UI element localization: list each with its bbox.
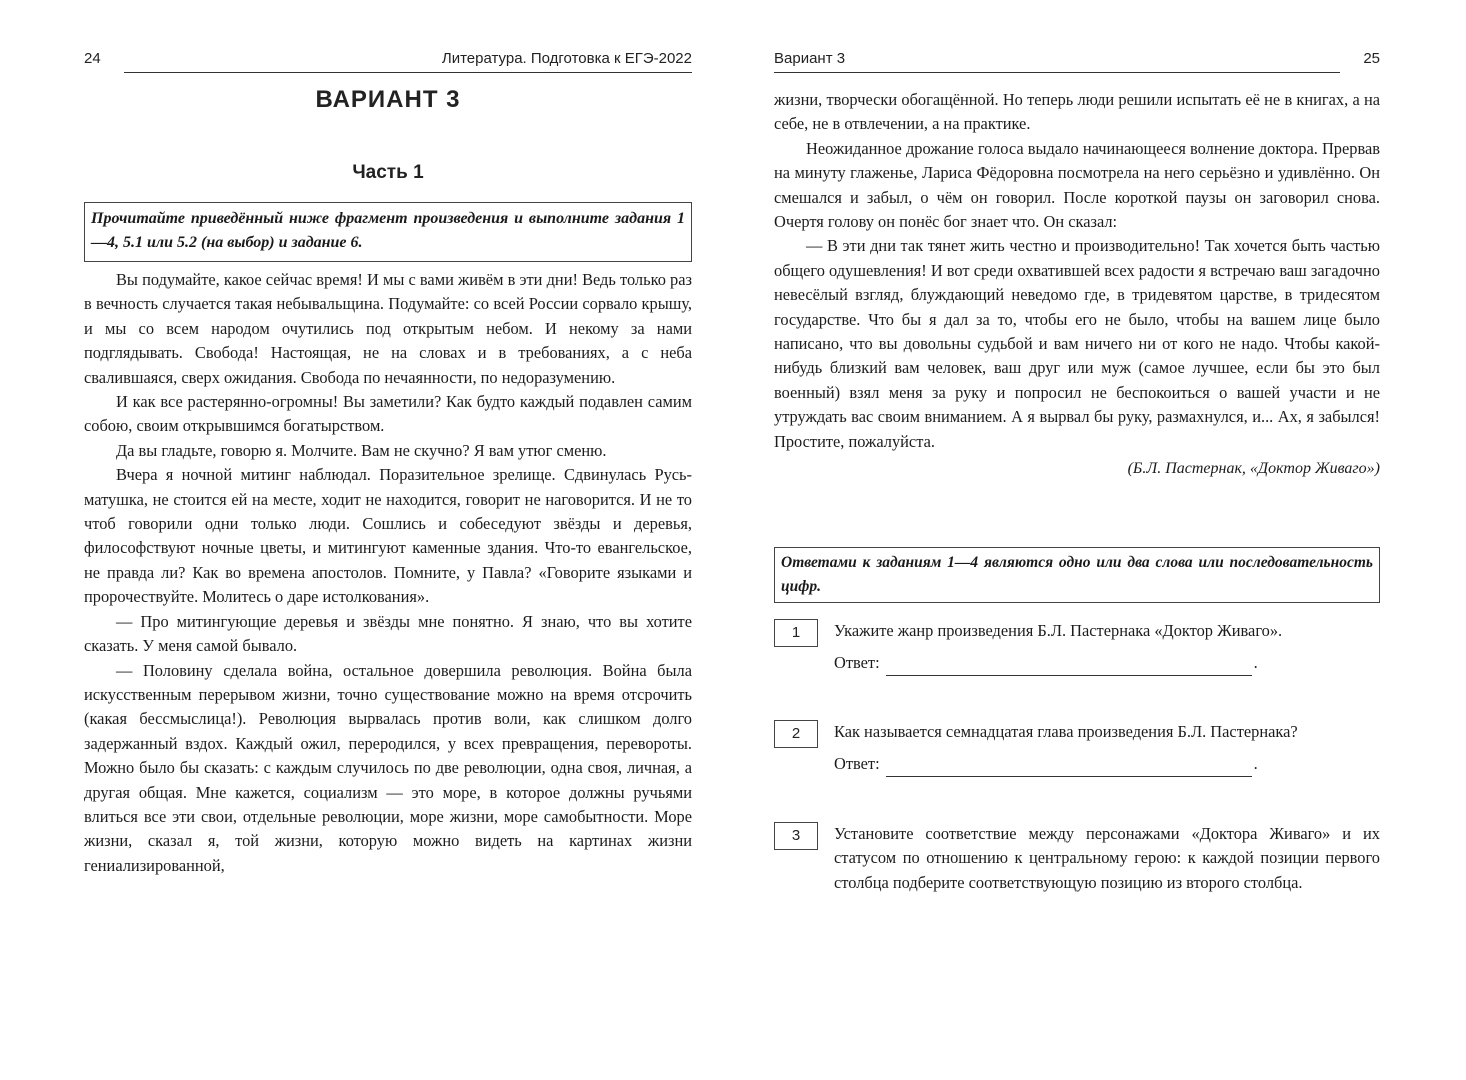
paragraph: — Половину сделала война, остальное довершила революция. Война была искусственным перерывом жизни, точно существование можно на время отсрочить (какая бессмыслица!). Революция вырвалась против воли, как слишком долго задержанный вздох. Каждый ожил, переродился, у всех превращения, перевороты. Можно было бы сказать: с каждым случилось по две революции, одна своя, личная, а другая общая. Мне кажется, социализм — это море, в которое должны ручьями влиться все эти свои, отдельные революции, море жизни, море самобытности. Море жизни, сказал я, той жизни, которую можно видеть на картинах жизни гениализированной, xyxy=(84,660,692,875)
instruction-box: Прочитайте приведённый ниже фрагмент произведения и выполните задания 1—4, 5.1 или 5.2 (на выбор) и задание 6. xyxy=(84,202,692,262)
paragraph: Да вы гладьте, говорю я. Молчите. Вам не скучно? Я вам утюг сменю. xyxy=(116,440,607,460)
right-running-title: Вариант 3 xyxy=(774,50,846,67)
paragraph: — Про митингующие деревья и звёзды мне понятно. Я знаю, что вы хотите сказать. У меня самой бывало. xyxy=(84,611,692,656)
answer-label: Ответ: xyxy=(834,653,880,673)
answers-note-box: Ответами к заданиям 1—4 являются одно или два слова или последовательность цифр. xyxy=(774,547,1380,603)
answer-field[interactable] xyxy=(886,657,1252,676)
left-text xyxy=(84,268,692,878)
paragraph: Вчера я ночной митинг наблюдал. Поразительное зрелище. Сдвинулась Русь-матушка, не стоится ей на месте, ходит не находится, говорит не наговорится. И не то чтоб говорили одни только люди. Сошлись и собеседуют звёзды и деревья, философствуют ночные цветы, и митингуют каменные здания. Что-то евангельское, не правда ли? Как во времена апостолов. Помните, у Павла? «Говорите языками и пророчествуйте. Молитесь о даре истолкования». xyxy=(84,465,692,607)
task-number-badge: 2 xyxy=(774,720,818,748)
left-page xyxy=(84,0,692,1080)
paragraph: Вы подумайте, какое сейчас время! И мы с вами живём в эти дни! Ведь только раз в вечность случается такая небывальщина. Подумайте: со всей России сорвало крышу, и мы со всем народом очутились под открытым небом. И некому за нами подглядывать. Свобода! Настоящая, не на словах и в требованиях, а с неба свалившаяся, сверх ожидания. Свобода по нечаянности, по недоразумению. xyxy=(84,270,692,387)
answer-label: Ответ: xyxy=(834,754,880,774)
answer-line xyxy=(834,752,1380,776)
answer-field[interactable] xyxy=(886,758,1252,777)
paragraph: жизни, творчески обогащённой. Но теперь люди решили испытать её не в книгах, а на себе, не в отвлечении, а на практике. xyxy=(774,90,1380,134)
task-text xyxy=(834,619,1380,676)
left-header-rule xyxy=(124,72,692,73)
task-number-badge: 3 xyxy=(774,822,818,850)
paragraph: Неожиданное дрожание голоса выдало начинающееся волнение доктора. Прервав на минуту глаженье, Лариса Фёдоровна посмотрела на него серьёзно и удивлённо. Он смешался и забыл, о чём он говорил. После короткой паузы он заговорил снова. Очертя голову он понёс бог знает что. Он сказал: xyxy=(774,138,1380,232)
right-text xyxy=(774,88,1380,481)
left-page-number: 24 xyxy=(84,50,101,67)
left-running-head xyxy=(84,50,692,72)
right-header-rule xyxy=(774,72,1340,73)
paragraph: И как все растерянно-огромны! Вы заметили? Как будто каждый подавлен самим собою, своим открывшимся богатырством. xyxy=(84,392,692,436)
task-text xyxy=(834,822,1380,895)
right-running-head xyxy=(774,50,1380,72)
answer-end: . xyxy=(1253,754,1258,774)
task-question: Установите соответствие между персонажами «Доктора Живаго» и их статусом по отношению к центральному герою: к каждой позиции первого столбца подберите соответствующую позицию из второго столбца. xyxy=(834,824,1380,892)
source-citation: (Б.Л. Пастернак, «Доктор Живаго») xyxy=(1127,460,1380,478)
answer-end: . xyxy=(1253,653,1258,673)
task-text xyxy=(834,720,1380,777)
paragraph: — В эти дни так тянет жить честно и производительно! Так хочется быть частью общего одушевления! И вот среди охватившей всех радости я встречаю ваш загадочно невесёлый взгляд, блуждающий неведомо где, в тридевятом царстве, в тридесятом государстве. Что бы я дал за то, чтобы его не было, чтобы на вашем лице было написано, что вы довольны судьбой и вам ничего ни от кого не надо. Чтобы какой-нибудь близкий вам человек, ваш друг или муж (самое лучшее, если бы это был военный) взял меня за руку и попросил не беспокоиться о вашей участи и не утруждать вас своим вниманием. А я вырвал бы руку, размахнулся, и... Ах, я забылся! Простите, пожалуйста. xyxy=(774,236,1380,451)
left-running-title: Литература. Подготовка к ЕГЭ-2022 xyxy=(441,50,692,67)
task-question: Как называется семнадцатая глава произведения Б.Л. Пастернака? xyxy=(834,722,1298,741)
answer-line xyxy=(834,651,1380,675)
right-page xyxy=(774,0,1380,1080)
task-number-badge: 1 xyxy=(774,619,818,647)
task-question: Укажите жанр произведения Б.Л. Пастернака «Доктор Живаго». xyxy=(834,621,1283,640)
part-title: Часть 1 xyxy=(352,162,424,183)
right-page-number: 25 xyxy=(1363,50,1380,67)
variant-title: ВАРИАНТ 3 xyxy=(315,86,461,113)
